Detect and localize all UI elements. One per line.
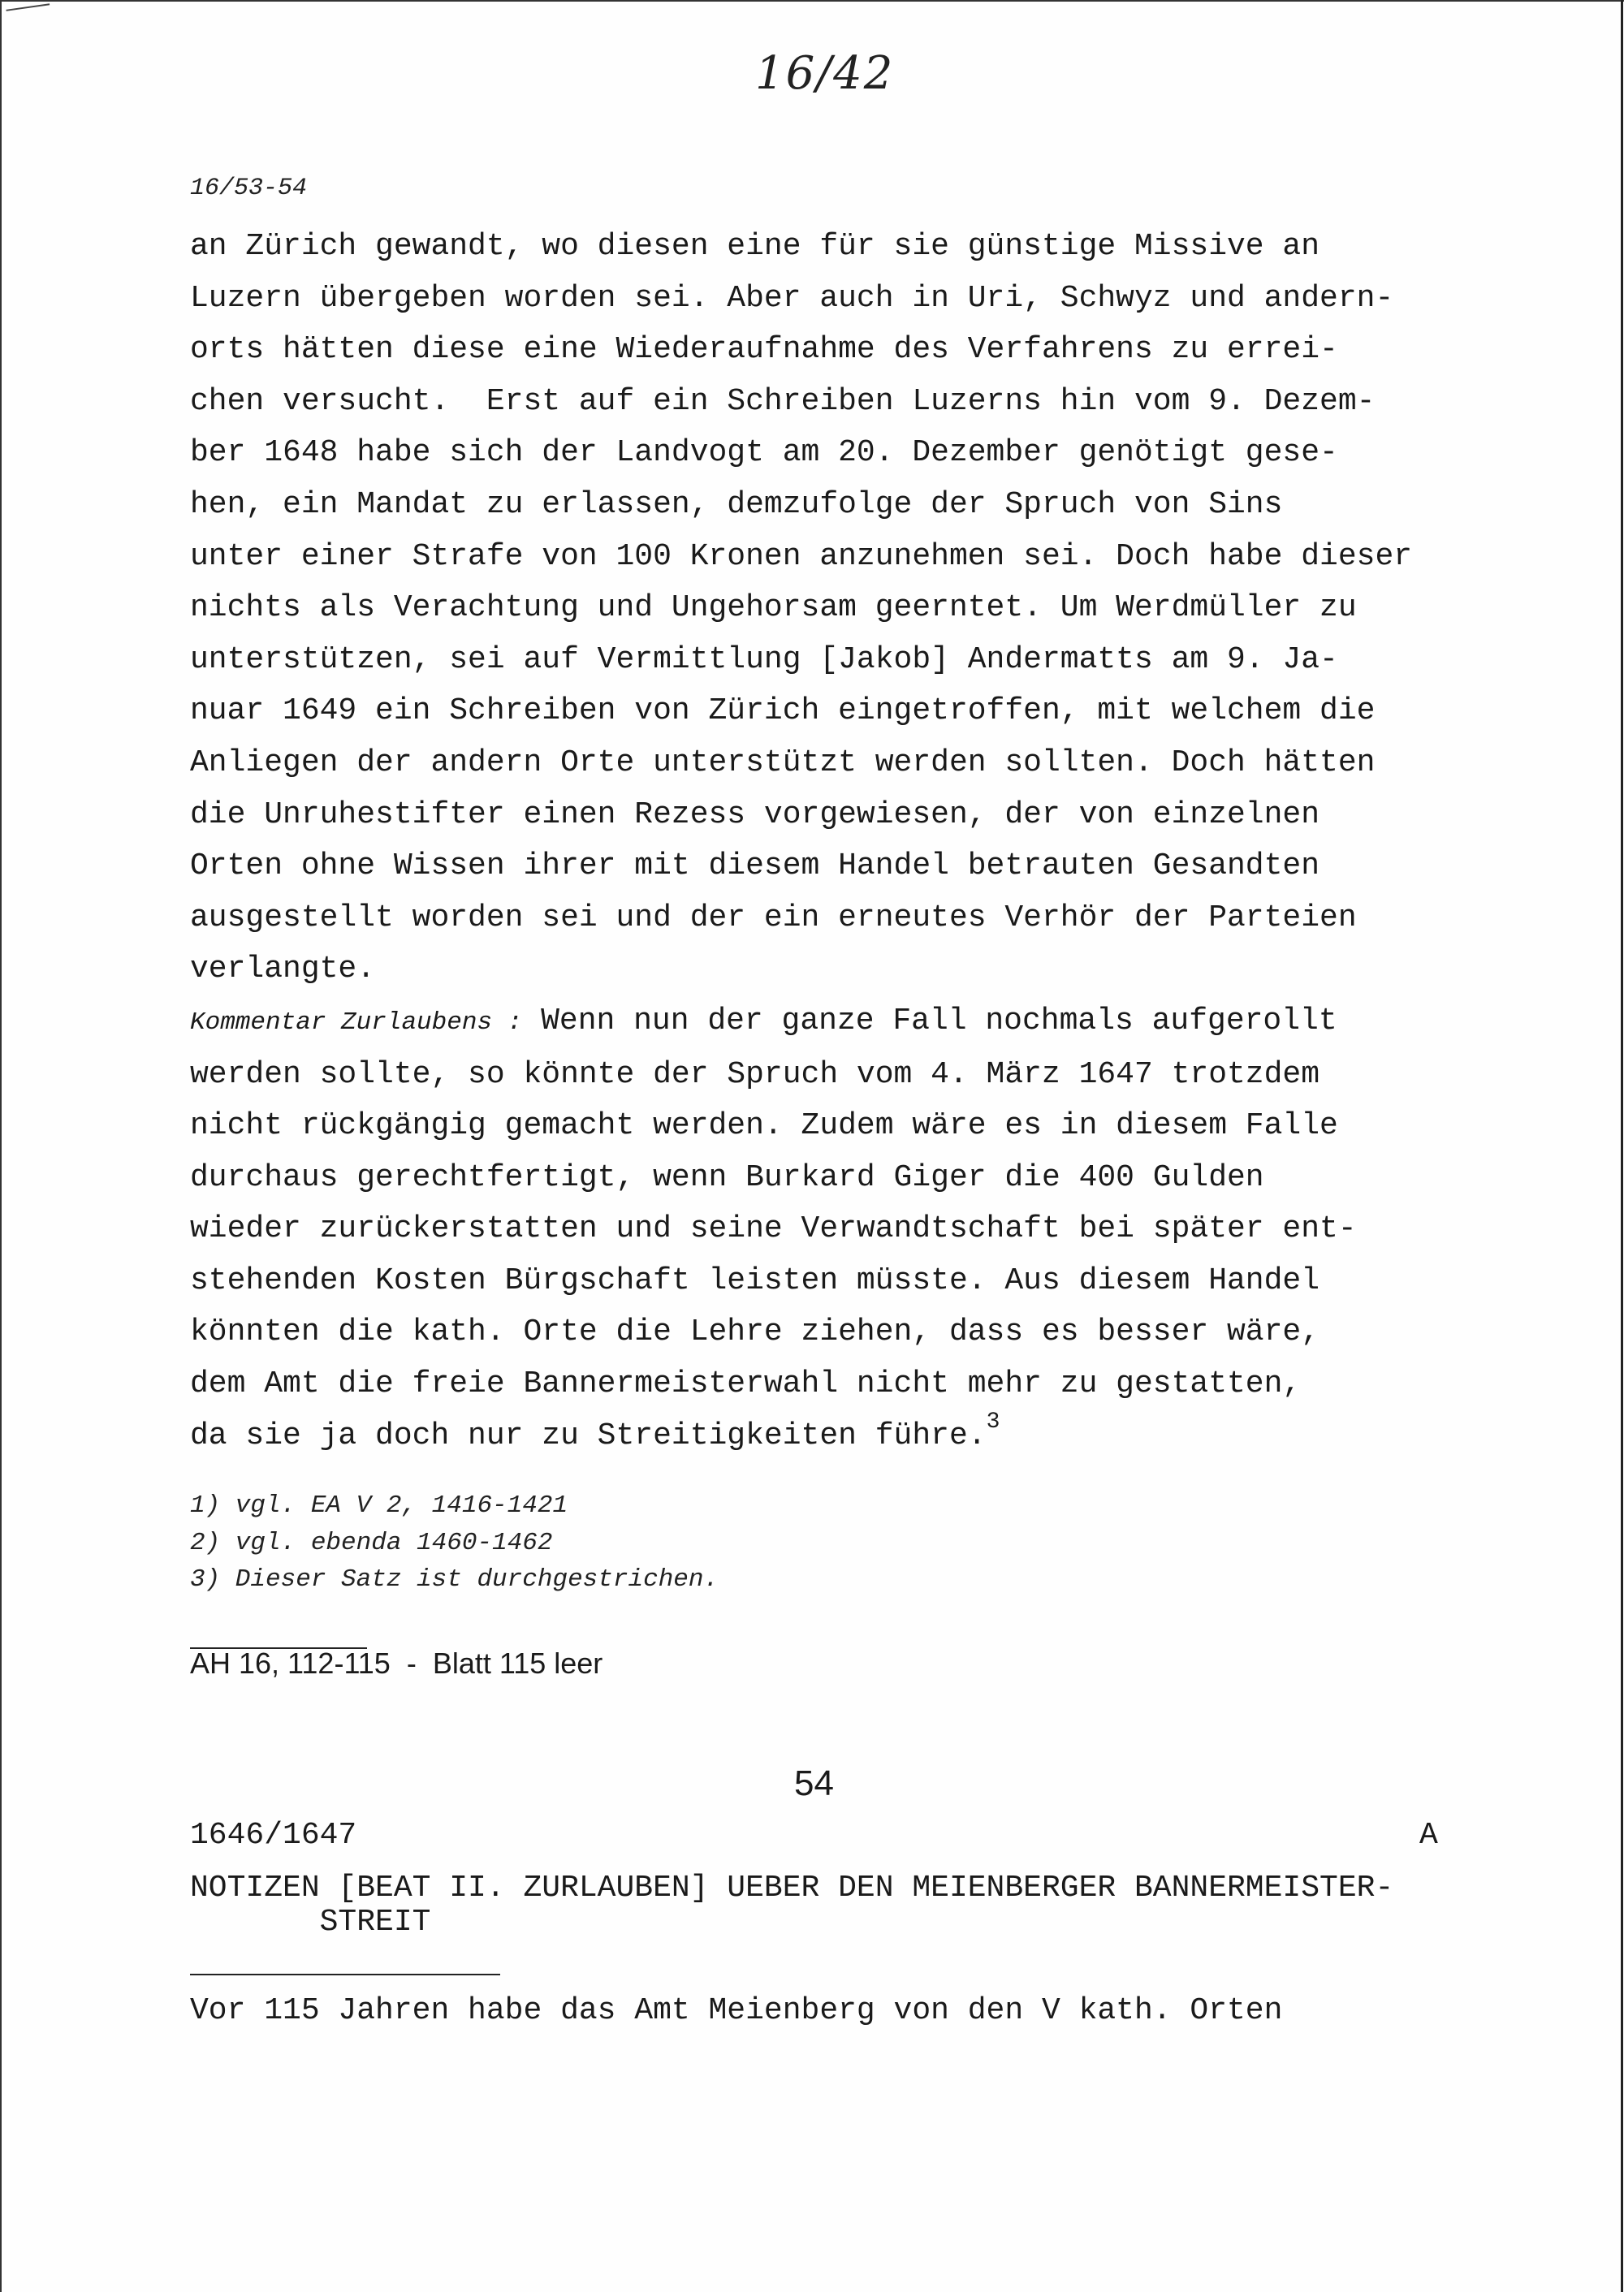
footnote: 1) vgl. EA V 2, 1416-1421: [190, 1491, 568, 1520]
body-line: unterstützen, sei auf Vermittlung [Jakob] Andermatts am 9. Ja-: [190, 641, 1338, 677]
body-line: nichts als Verachtung und Ungehorsam geerntet. Um Werdmüller zu: [190, 590, 1357, 626]
scan-edge-top: [0, 0, 1624, 2]
body-text: [190, 221, 1489, 1461]
scan-edge-left: [0, 0, 2, 2292]
document-number: 54: [794, 1763, 834, 1803]
document-reference: 16/53-54: [190, 175, 308, 202]
document-variant-letter: A: [1419, 1818, 1438, 1853]
archive-note: AH 16, 112-115 - Blatt 115 leer: [190, 1647, 603, 1680]
body-line: unter einer Strafe von 100 Kronen anzunehmen sei. Doch habe dieser: [190, 538, 1413, 574]
heading-underline-rule: [190, 1974, 500, 1975]
body-line: Orten ohne Wissen ihrer mit diesem Handel betrauten Gesandten: [190, 848, 1320, 884]
footnotes: [190, 1487, 1327, 1599]
body-line: hen, ein Mandat zu erlassen, demzufolge der Spruch von Sins: [190, 486, 1283, 522]
comment-line: da sie ja doch nur zu Streitigkeiten führe.: [190, 1418, 987, 1453]
body-line: verlangte.: [190, 952, 376, 987]
body-line: orts hätten diese eine Wiederaufnahme des Verfahrens zu errei-: [190, 332, 1338, 368]
body-line: nuar 1649 ein Schreiben von Zürich eingetroffen, mit welchem die: [190, 693, 1376, 729]
comment-line: werden sollte, so könnte der Spruch vom 4. März 1647 trotzdem: [190, 1056, 1320, 1092]
comment-line: Wenn nun der ganze Fall nochmals aufgerollt: [522, 1003, 1337, 1038]
footnote-marker: 3: [986, 1409, 1000, 1435]
comment-line: könnten die kath. Orte die Lehre ziehen, dass es besser wäre,: [190, 1314, 1320, 1350]
footnote: 3) Dieser Satz ist durchgestrichen.: [190, 1565, 719, 1594]
document-heading: NOTIZEN [BEAT II. ZURLAUBEN] UEBER DEN MEIENBERGER BANNERMEISTER- STREIT: [190, 1871, 1394, 1940]
handwritten-folio-number: 16/42: [755, 47, 895, 100]
scan-edge-right: [1621, 0, 1623, 2292]
comment-line: durchaus gerechtfertigt, wenn Burkard Giger die 400 Gulden: [190, 1159, 1264, 1195]
comment-line: dem Amt die freie Bannermeisterwahl nicht mehr zu gestatten,: [190, 1366, 1302, 1402]
body-line: Anliegen der andern Orte unterstützt werden sollten. Doch hätten: [190, 745, 1376, 780]
comment-line: stehenden Kosten Bürgschaft leisten müsste. Aus diesem Handel: [190, 1263, 1320, 1298]
footnote: 2) vgl. ebenda 1460-1462: [190, 1528, 553, 1557]
document-date: 1646/1647: [190, 1818, 357, 1853]
body-line: die Unruhestifter einen Rezess vorgewiesen, der von einzelnen: [190, 796, 1320, 832]
body-line: ber 1648 habe sich der Landvogt am 20. Dezember genötigt gese-: [190, 435, 1338, 471]
body-line: Vor 115 Jahren habe das Amt Meienberg von den V kath. Orten: [190, 1993, 1283, 2028]
body-line: ausgestellt worden sei und der ein erneutes Verhör der Parteien: [190, 900, 1357, 935]
body-line: an Zürich gewandt, wo diesen eine für sie günstige Missive an: [190, 229, 1320, 264]
body-line: chen versucht. Erst auf ein Schreiben Luzerns hin vom 9. Dezem-: [190, 383, 1376, 419]
comment-line: wieder zurückerstatten und seine Verwandtschaft bei später ent-: [190, 1211, 1357, 1247]
comment-line: nicht rückgängig gemacht werden. Zudem wäre es in diesem Falle: [190, 1108, 1338, 1144]
corner-pencil-mark: [6, 3, 50, 19]
body-line: Luzern übergeben worden sei. Aber auch in Uri, Schwyz und andern-: [190, 280, 1394, 316]
comment-label: Kommentar Zurlaubens :: [190, 1008, 523, 1037]
